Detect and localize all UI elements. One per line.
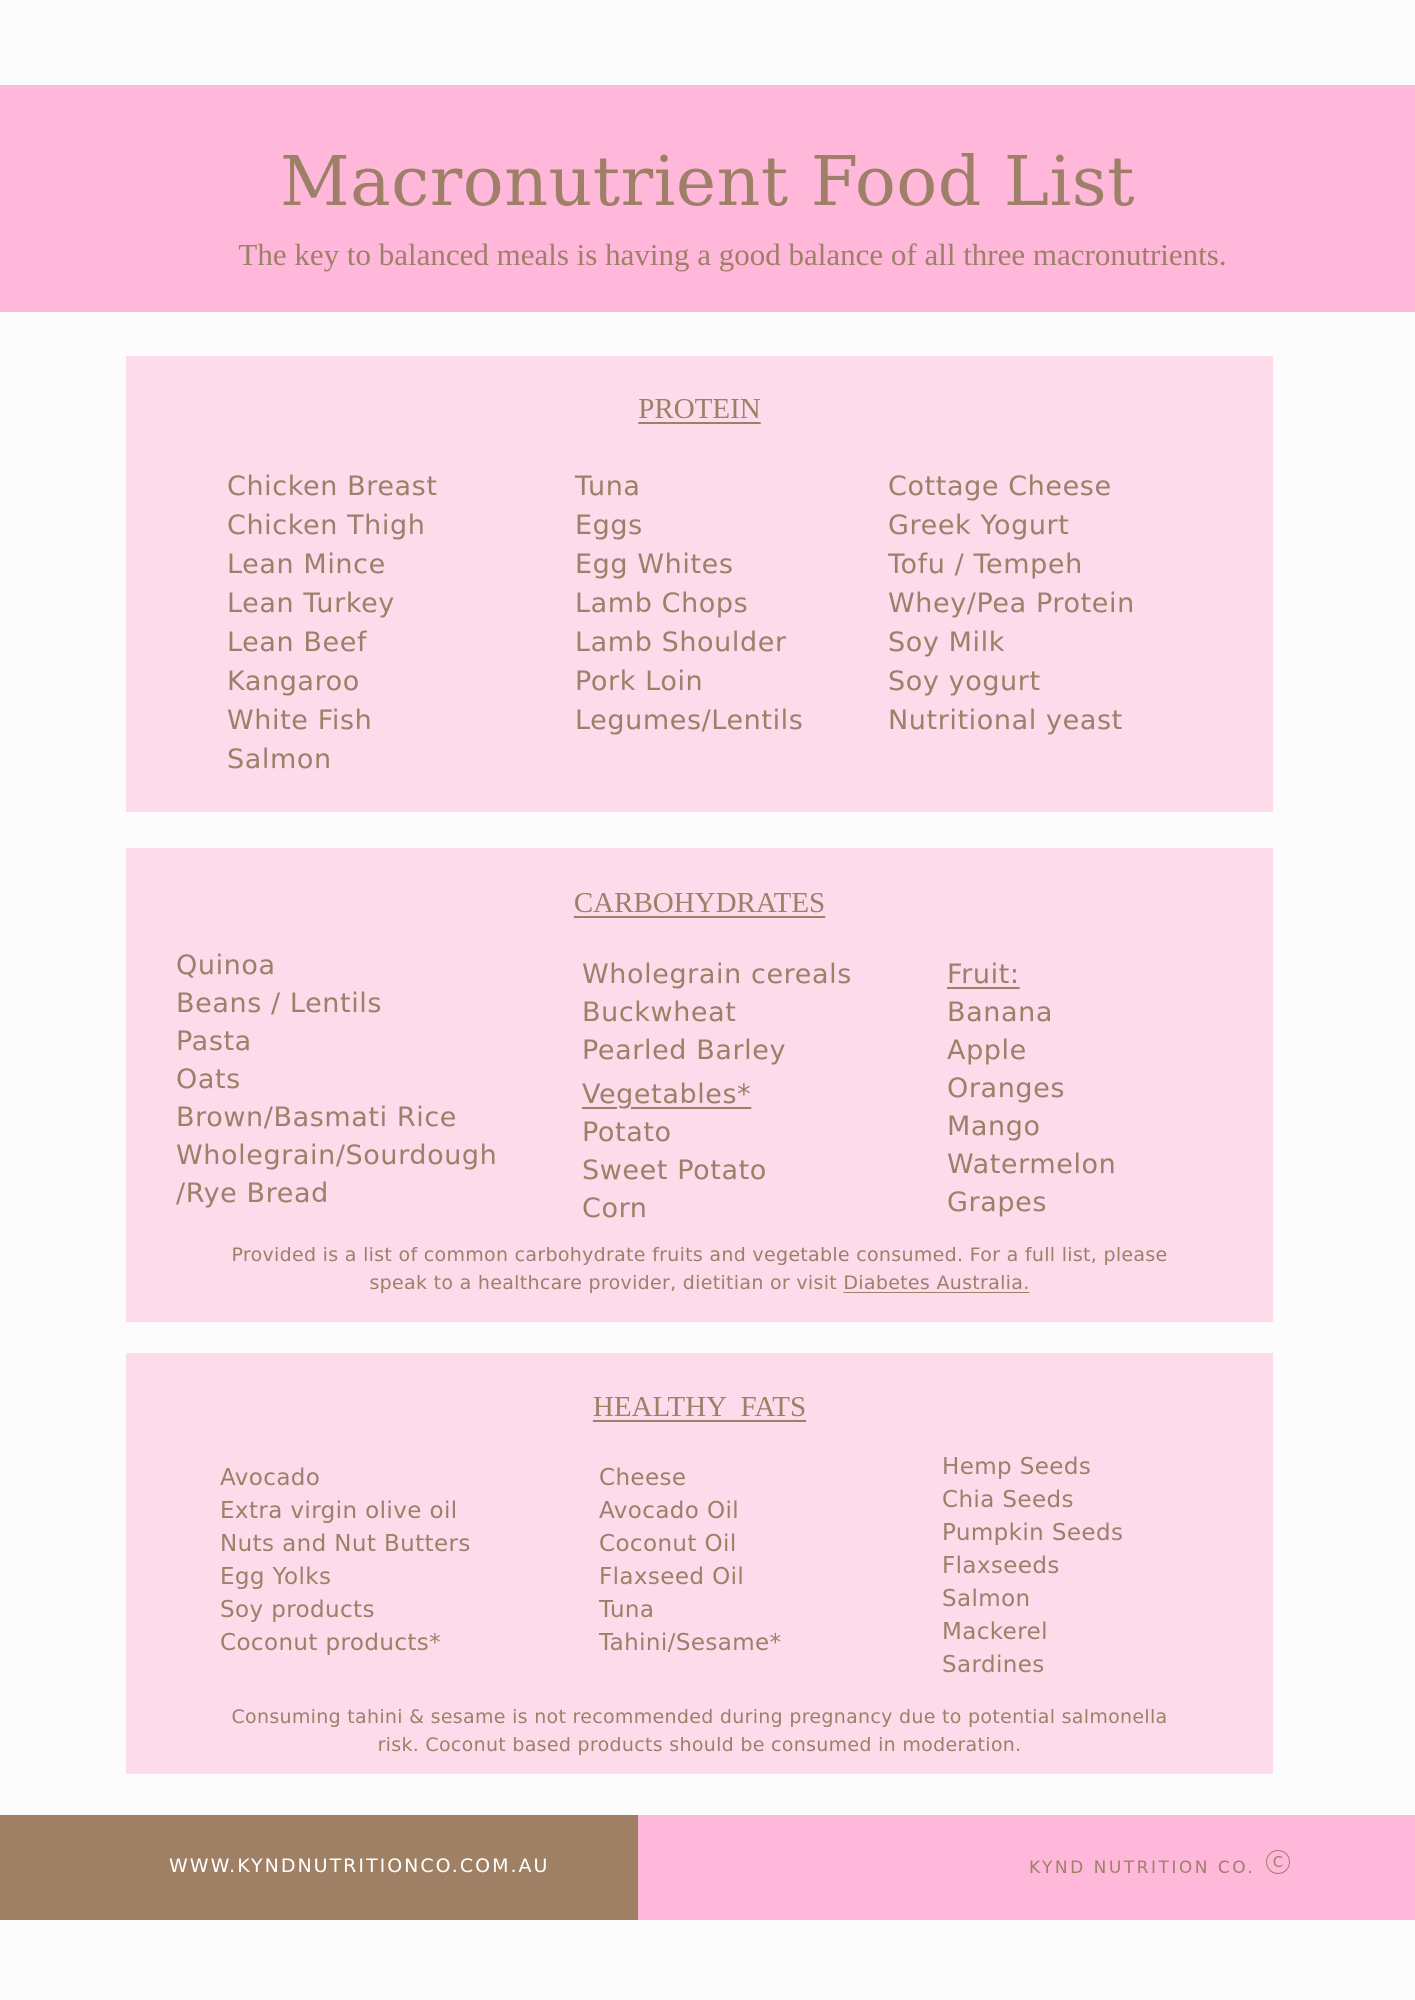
protein-panel	[126, 356, 1273, 812]
list-item: White Fish	[227, 705, 373, 736]
list-item: Chicken Thigh	[227, 510, 426, 541]
list-item: Pork Loin	[575, 666, 704, 697]
list-item: Tuna	[599, 1597, 655, 1623]
list-item: Lamb Shoulder	[575, 627, 787, 658]
list-item: Grapes	[947, 1187, 1047, 1218]
carbohydrates-note	[126, 1241, 1273, 1297]
list-item: Flaxseeds	[942, 1553, 1060, 1579]
list-item: Mango	[947, 1111, 1041, 1142]
header-banner	[0, 85, 1415, 312]
list-item: /Rye Bread	[176, 1178, 329, 1209]
list-item: Apple	[947, 1035, 1027, 1066]
healthy-fats-column-3	[942, 1451, 1123, 1682]
carbohydrates-column-1	[176, 947, 497, 1213]
list-item: Salmon	[227, 744, 332, 775]
list-item: Potato	[582, 1117, 672, 1148]
list-item: Tofu / Tempeh	[888, 549, 1083, 580]
list-item: Lamb Chops	[575, 588, 749, 619]
protein-column-2	[575, 467, 803, 740]
list-item: Avocado	[220, 1465, 321, 1491]
protein-heading: PROTEIN	[638, 393, 761, 425]
list-item: Banana	[947, 997, 1053, 1028]
carbohydrates-note-line-1: Provided is a list of common carbohydrate fruits and vegetable consumed. For a full list, please	[231, 1244, 1168, 1266]
list-item: Kangaroo	[227, 666, 360, 697]
list-item: Nuts and Nut Butters	[220, 1531, 471, 1557]
list-item: Pumpkin Seeds	[942, 1520, 1124, 1546]
fruit-subheading: Fruit:	[947, 959, 1020, 990]
list-item: Legumes/Lentils	[575, 705, 804, 736]
list-item: Chicken Breast	[227, 471, 438, 502]
list-item: Hemp Seeds	[942, 1454, 1092, 1480]
list-item: Chia Seeds	[942, 1487, 1074, 1513]
footer-website-bar	[0, 1815, 638, 1920]
list-item: Soy yogurt	[888, 666, 1041, 697]
list-item: Sweet Potato	[582, 1155, 767, 1186]
list-item: Watermelon	[947, 1149, 1117, 1180]
carbohydrates-panel	[126, 848, 1273, 1322]
website-link[interactable]: WWW.KYNDNUTRITIONCO.COM.AU	[169, 1855, 550, 1877]
list-item: Coconut products*	[220, 1630, 442, 1656]
list-item: Pasta	[176, 1026, 252, 1057]
healthy-fats-column-1	[220, 1462, 471, 1660]
copyright-icon: C	[1266, 1850, 1290, 1874]
list-item: Wholegrain/Sourdough	[176, 1140, 498, 1171]
carbohydrates-column-3	[947, 956, 1116, 1222]
list-item: Cheese	[599, 1465, 687, 1491]
healthy-fats-panel	[126, 1353, 1273, 1774]
carbohydrates-heading: CARBOHYDRATES	[573, 887, 826, 919]
list-item: Coconut Oil	[599, 1531, 737, 1557]
healthy-fats-column-2	[599, 1462, 782, 1660]
list-item: Egg Whites	[575, 549, 734, 580]
carbohydrates-note-text: speak to a healthcare provider, dietitian or visit	[369, 1272, 838, 1294]
list-item: Corn	[582, 1193, 648, 1224]
list-item: Extra virgin olive oil	[220, 1498, 458, 1524]
page-subtitle: The key to balanced meals is having a good balance of all three macronutrients.	[238, 237, 1227, 272]
list-item: Wholegrain cereals	[582, 959, 852, 990]
diabetes-australia-link[interactable]: Diabetes Australia.	[843, 1272, 1030, 1294]
brand-name: KYND NUTRITION CO.	[1029, 1858, 1256, 1878]
carbohydrates-column-2	[582, 956, 852, 1228]
vegetables-subheading: Vegetables*	[582, 1079, 752, 1110]
footer-brand-bar	[638, 1815, 1415, 1920]
list-item: Cottage Cheese	[888, 471, 1112, 502]
list-item: Quinoa	[176, 950, 276, 981]
protein-column-3	[888, 467, 1135, 740]
list-item: Beans / Lentils	[176, 988, 383, 1019]
list-item: Lean Mince	[227, 549, 386, 580]
healthy-fats-note	[126, 1703, 1273, 1759]
list-item: Lean Beef	[227, 627, 368, 658]
list-item: Mackerel	[942, 1619, 1048, 1645]
list-item: Oranges	[947, 1073, 1066, 1104]
healthy-fats-heading: HEALTHY FATS	[592, 1391, 807, 1423]
protein-column-1	[227, 467, 438, 779]
list-item: Lean Turkey	[227, 588, 395, 619]
healthy-fats-note-line-1: Consuming tahini & sesame is not recommended during pregnancy due to potential salmonella	[231, 1706, 1168, 1728]
healthy-fats-note-line-2: risk. Coconut based products should be consumed in moderation.	[377, 1734, 1022, 1756]
list-item: Brown/Basmati Rice	[176, 1102, 458, 1133]
list-item: Nutritional yeast	[888, 705, 1123, 736]
list-item: Soy Milk	[888, 627, 1005, 658]
list-item: Flaxseed Oil	[599, 1564, 745, 1590]
list-item: Tahini/Sesame*	[599, 1630, 782, 1656]
list-item: Avocado Oil	[599, 1498, 740, 1524]
page-title: Macronutrient Food List	[280, 143, 1135, 222]
list-item: Whey/Pea Protein	[888, 588, 1135, 619]
list-item: Pearled Barley	[582, 1035, 787, 1066]
carbohydrates-note-line-2	[126, 1269, 1273, 1297]
list-item: Eggs	[575, 510, 643, 541]
list-item: Salmon	[942, 1586, 1031, 1612]
list-item: Sardines	[942, 1652, 1045, 1678]
list-item: Greek Yogurt	[888, 510, 1070, 541]
list-item: Buckwheat	[582, 997, 737, 1028]
list-item: Egg Yolks	[220, 1564, 332, 1590]
list-item: Tuna	[575, 471, 641, 502]
list-item: Soy products	[220, 1597, 375, 1623]
list-item: Oats	[176, 1064, 241, 1095]
